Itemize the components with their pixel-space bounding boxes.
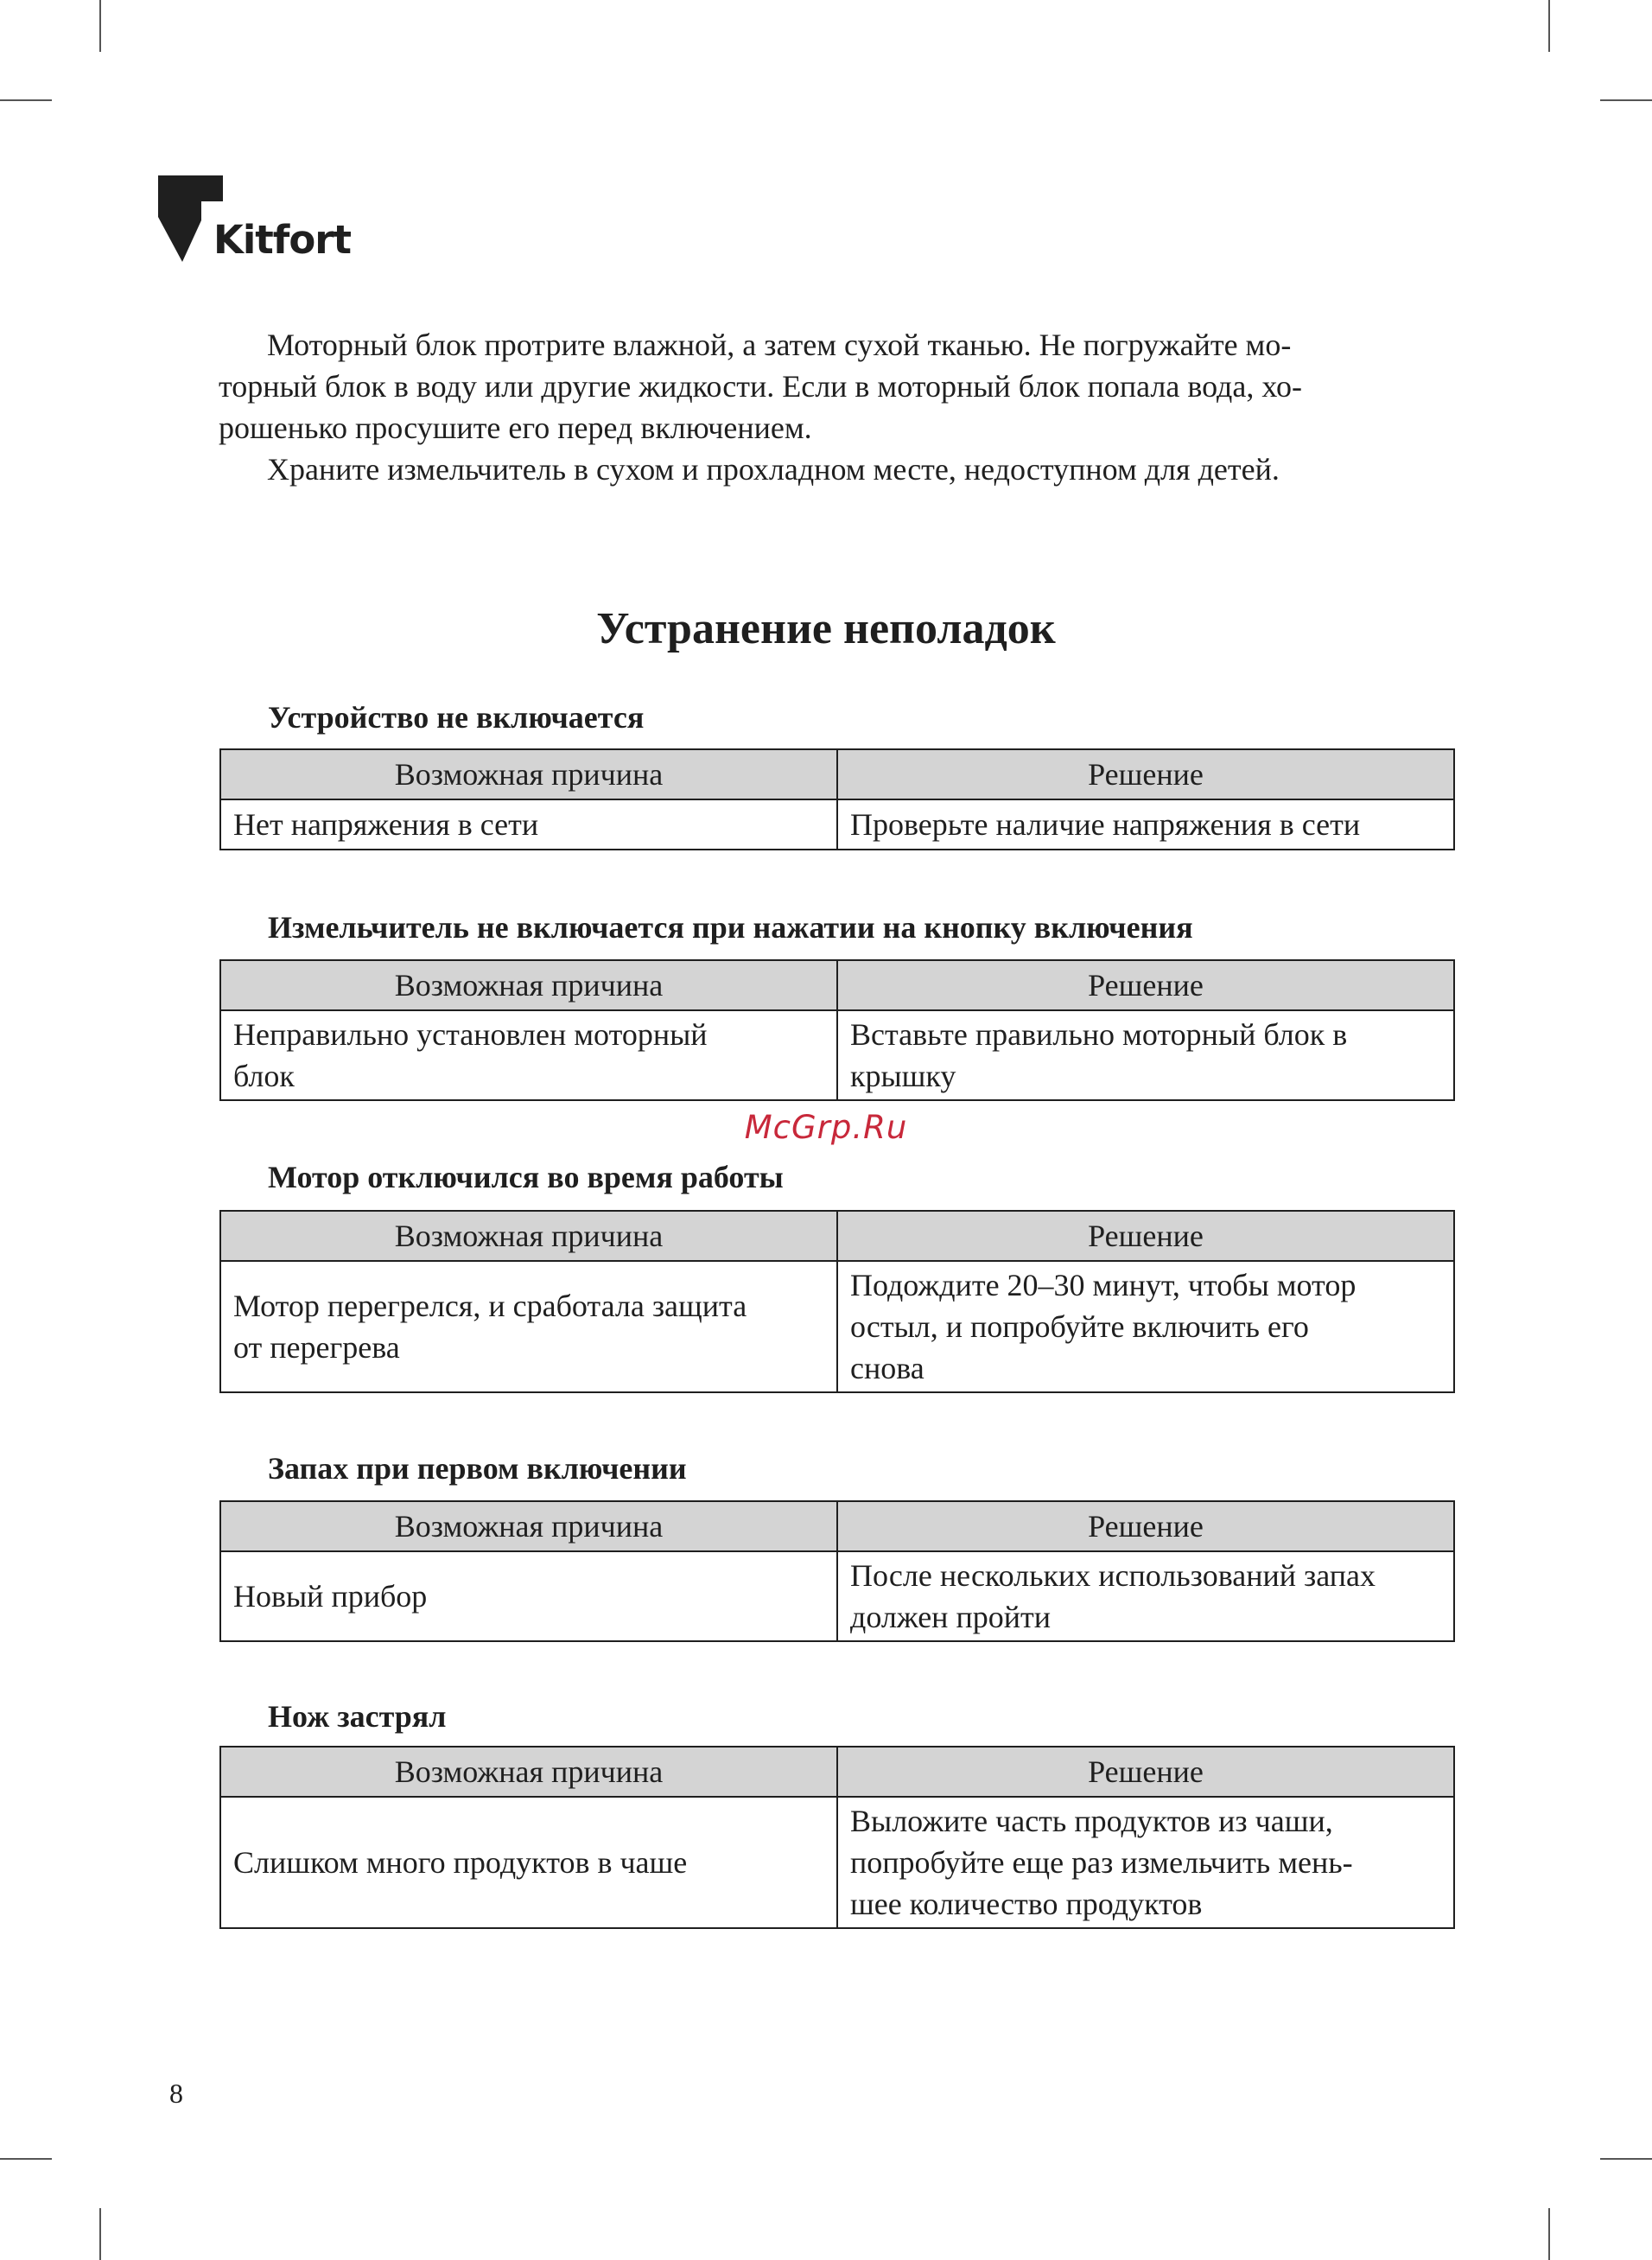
header-solution: Решение: [837, 749, 1454, 799]
section-title: Нож застрял: [268, 1699, 447, 1734]
page-number: 8: [169, 2078, 183, 2109]
intro-paragraph: Храните измельчитель в сухом и прохладном месте, недоступном для детей.: [267, 452, 1280, 487]
table-header-row: [220, 960, 1454, 1010]
solution-line: должен пройти: [850, 1600, 1051, 1634]
solution-line: шее количество продуктов: [850, 1887, 1203, 1921]
header-solution: Решение: [837, 1747, 1454, 1797]
table-header-row: [220, 1501, 1454, 1551]
intro-line: рошенько просушите его перед включением.: [219, 411, 812, 445]
header-cause: Возможная причина: [220, 1211, 837, 1261]
table-header-row: [220, 1211, 1454, 1261]
crop-mark: [1548, 0, 1550, 52]
solution-cell: [837, 1261, 1454, 1392]
crop-mark: [0, 99, 52, 101]
cause-cell: [220, 1551, 837, 1641]
solution-line: После нескольких использований запах: [850, 1558, 1376, 1593]
troubleshooting-table: [219, 1500, 1455, 1642]
cause-line: Слишком много продуктов в чаше: [233, 1845, 688, 1880]
watermark: McGrp.Ru: [744, 1109, 908, 1146]
header-solution: Решение: [837, 1501, 1454, 1551]
solution-cell: [837, 1797, 1454, 1928]
header-cause: Возможная причина: [220, 1747, 837, 1797]
table-row: [220, 1010, 1454, 1100]
table-row: [220, 1551, 1454, 1641]
section-title: Устройство не включается: [268, 700, 645, 735]
intro-line: торный блок в воду или другие жидкости. Если в моторный блок попала вода, хо-: [219, 369, 1302, 404]
cause-cell: [220, 799, 837, 850]
intro-paragraph: [219, 324, 1428, 449]
solution-cell: [837, 1010, 1454, 1100]
cause-line: Новый прибор: [233, 1579, 428, 1614]
table-row: [220, 1261, 1454, 1392]
troubleshooting-table: [219, 1210, 1455, 1393]
crop-mark: [99, 0, 101, 52]
crop-mark: [1548, 2208, 1550, 2260]
kitfort-logo: [158, 175, 352, 271]
intro-line: Моторный блок протрите влажной, а затем сухой тканью. Не погружайте мо-: [267, 328, 1292, 362]
solution-cell: [837, 799, 1454, 850]
cause-line: Нет напряжения в сети: [233, 807, 539, 842]
header-cause: Возможная причина: [220, 960, 837, 1010]
section-title: Запах при первом включении: [268, 1451, 687, 1486]
header-solution: Решение: [837, 1211, 1454, 1261]
solution-cell: [837, 1551, 1454, 1641]
section-title: Мотор отключился во время работы: [268, 1160, 784, 1194]
cause-cell: [220, 1261, 837, 1392]
table-row: [220, 799, 1454, 850]
cause-cell: [220, 1797, 837, 1928]
header-cause: Возможная причина: [220, 749, 837, 799]
solution-line: Выложите часть продуктов из чаши,: [850, 1804, 1333, 1838]
solution-line: крышку: [850, 1059, 956, 1093]
table-header-row: [220, 749, 1454, 799]
header-cause: Возможная причина: [220, 1501, 837, 1551]
intro-text: [219, 324, 1428, 490]
crop-mark: [99, 2208, 101, 2260]
solution-line: Подождите 20–30 минут, чтобы мотор: [850, 1268, 1357, 1302]
crop-mark: [0, 2158, 52, 2160]
crop-mark: [1600, 2158, 1652, 2160]
section-title: Измельчитель не включается при нажатии на кнопку включения: [268, 910, 1193, 945]
solution-line: остыл, и попробуйте включить его: [850, 1309, 1309, 1344]
cause-line: Неправильно установлен моторный: [233, 1017, 708, 1052]
table-header-row: [220, 1747, 1454, 1797]
cause-line: блок: [233, 1059, 295, 1093]
troubleshooting-table: [219, 1746, 1455, 1929]
brand-name: Kitfort: [213, 217, 352, 263]
troubleshooting-table: [219, 748, 1455, 850]
header-solution: Решение: [837, 960, 1454, 1010]
page-title: Устранение неполадок: [596, 604, 1056, 653]
cause-line: от перегрева: [233, 1330, 400, 1365]
solution-line: Вставьте правильно моторный блок в: [850, 1017, 1348, 1052]
solution-line: снова: [850, 1351, 924, 1385]
solution-line: Проверьте наличие напряжения в сети: [850, 807, 1361, 842]
solution-line: попробуйте еще раз измельчить мень-: [850, 1845, 1353, 1880]
cause-line: Мотор перегрелся, и сработала защита: [233, 1289, 747, 1323]
table-row: [220, 1797, 1454, 1928]
troubleshooting-table: [219, 959, 1455, 1101]
cause-cell: [220, 1010, 837, 1100]
crop-mark: [1600, 99, 1652, 101]
